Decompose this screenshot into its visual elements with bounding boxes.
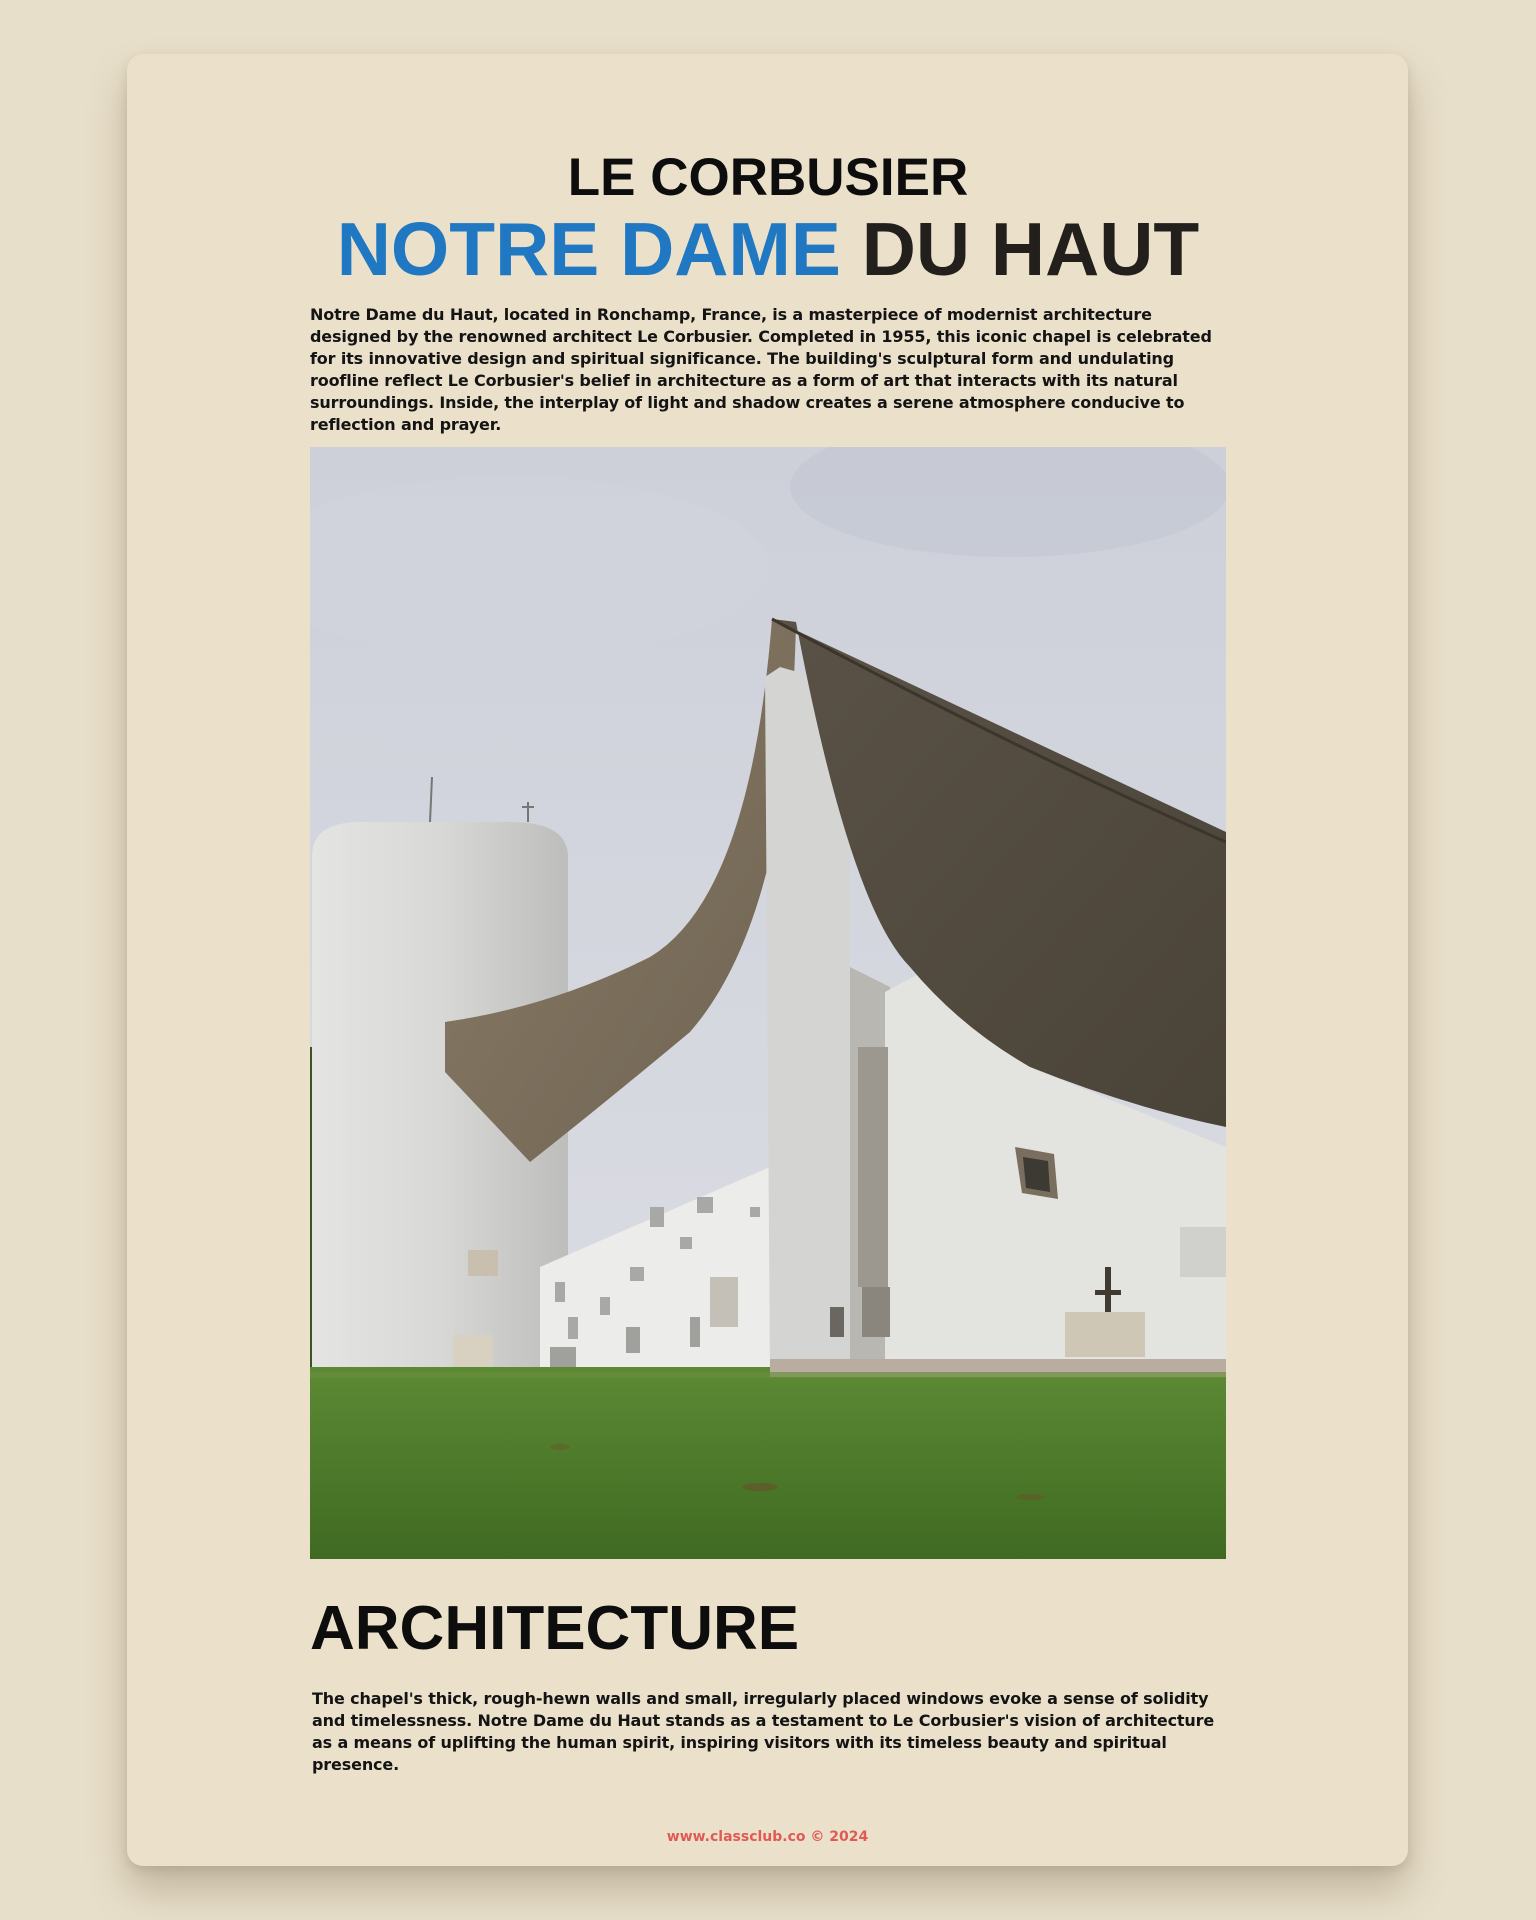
chapel-photo	[310, 447, 1226, 1559]
page-title	[310, 206, 1226, 292]
intro-paragraph: Notre Dame du Haut, located in Ronchamp, France, is a masterpiece of modernist architecture designed by the renowned architect Le Corbusier. Completed in 1955, this iconic chapel is celebrated for its innovative design and spiritual significance. The building's sculptural form and undulating roofline reflect Le Corbusier's belief in architecture as a form of art that interacts with its natural surroundings. Inside, the interplay of light and shadow creates a serene atmosphere conducive to reflection and prayer.	[310, 305, 1212, 434]
title-rest: DU HAUT	[861, 207, 1200, 291]
architect-name: LE CORBUSIER	[567, 148, 969, 207]
section-heading: ARCHITECTURE	[310, 1594, 800, 1663]
footer-credit[interactable]: www.classclub.co © 2024	[666, 1829, 869, 1845]
section-paragraph: The chapel's thick, rough-hewn walls and small, irregularly placed windows evoke a sense of solidity and timelessness. Notre Dame du Haut stands as a testament to Le Corbusier's vision of architecture as a means of uplifting the human spirit, inspiring visitors with its timeless beauty and spiritual presence.	[312, 1689, 1215, 1774]
poster-card	[127, 54, 1408, 1866]
title-highlight: NOTRE DAME	[336, 207, 841, 291]
